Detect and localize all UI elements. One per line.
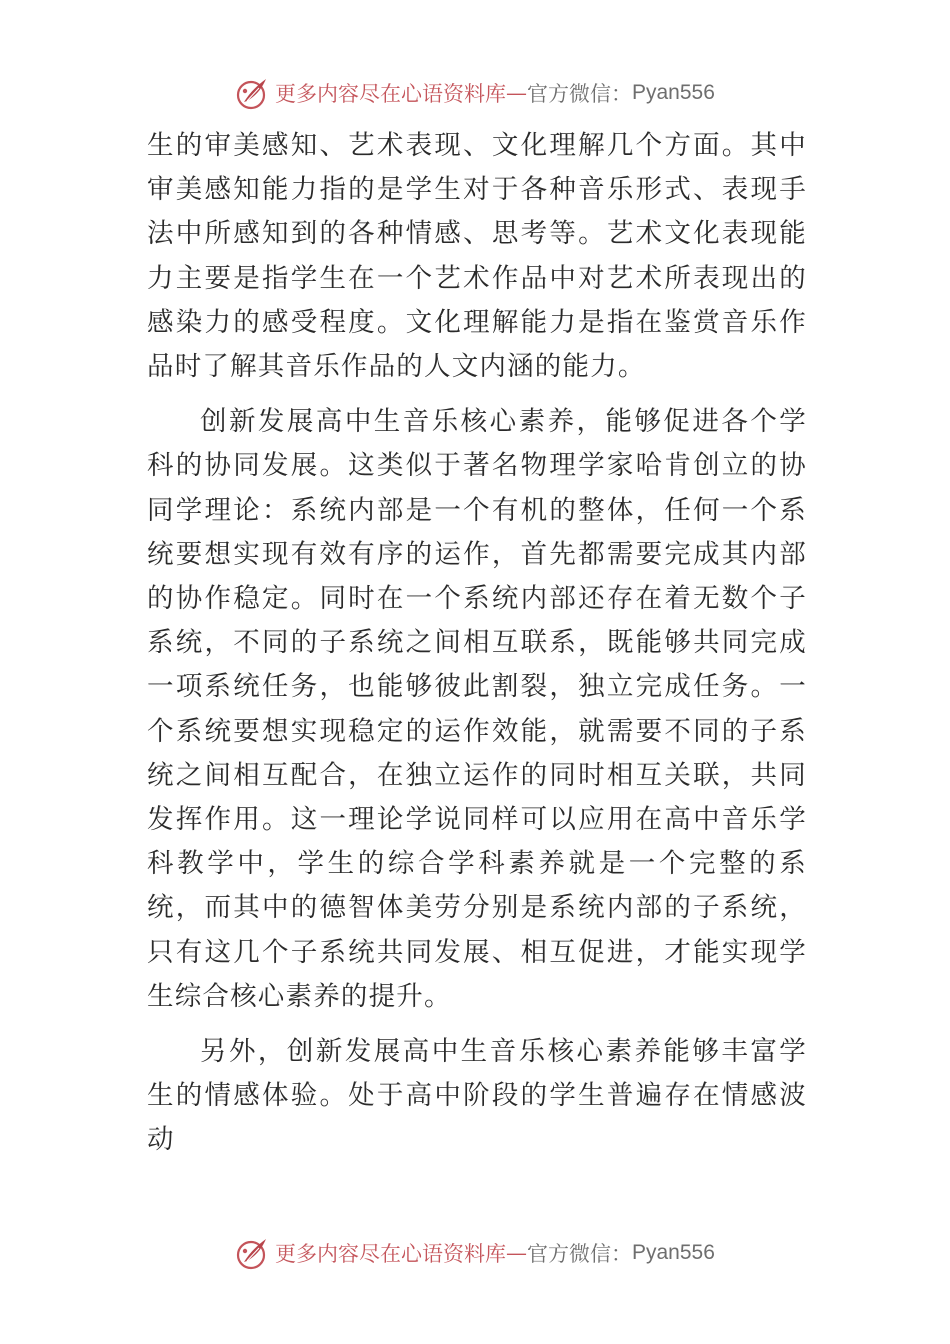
- paragraph-1: 生的审美感知、艺术表现、文化理解几个方面。其中审美感知能力指的是学生对于各种音乐形式、表现手法中所感知到的各种情感、思考等。艺术文化表现能力主要是指学生在一个艺术作品中对艺术所表现出的感染力的感受程度。文化理解能力是指在鉴赏音乐作品时了解其音乐作品的人文内涵的能力。: [147, 130, 807, 383]
- watermark-label: 官方微信：: [527, 1242, 632, 1266]
- feather-quill-logo-icon: [235, 1236, 269, 1270]
- watermark-dash: —: [506, 81, 527, 105]
- watermark-site-text: 更多内容尽在心语资料库: [275, 82, 506, 106]
- watermark-site-text: 更多内容尽在心语资料库: [275, 1242, 506, 1266]
- feather-quill-logo-icon: [235, 76, 269, 110]
- footer-watermark: [235, 1236, 715, 1270]
- watermark-label: 官方微信：: [527, 82, 632, 106]
- paragraph-2: 创新发展高中生音乐核心素养，能够促进各个学科的协同发展。这类似于著名物理学家哈肯创立的协同学理论：系统内部是一个有机的整体，任何一个系统要想实现有效有序的运作，首先都需要完成其内部的协作稳定。同时在一个系统内部还存在着无数个子系统，不同的子系统之间相互联系，既能够共同完成一项系统任务，也能够彼此割裂，独立完成任务。一个系统要想实现稳定的运作效能，就需要不同的子系统之间相互配合，在独立运作的同时相互关联，共同发挥作用。这一理论学说同样可以应用在高中音乐学科教学中，学生的综合学科素养就是一个完整的系统，而其中的德智体美劳分别是系统内部的子系统，只有这几个子系统共同发展、相互促进，才能实现学生综合核心素养的提升。: [147, 406, 807, 1012]
- header-watermark: [235, 76, 715, 110]
- watermark-wechat-id: Pyan556: [632, 1241, 715, 1264]
- watermark-dash: —: [506, 1241, 527, 1265]
- paragraph-3: 另外，创新发展高中生音乐核心素养能够丰富学生的情感体验。处于高中阶段的学生普遍存在情感波动: [147, 1036, 807, 1156]
- watermark-wechat-id: Pyan556: [632, 81, 715, 104]
- body-text: [147, 124, 807, 1163]
